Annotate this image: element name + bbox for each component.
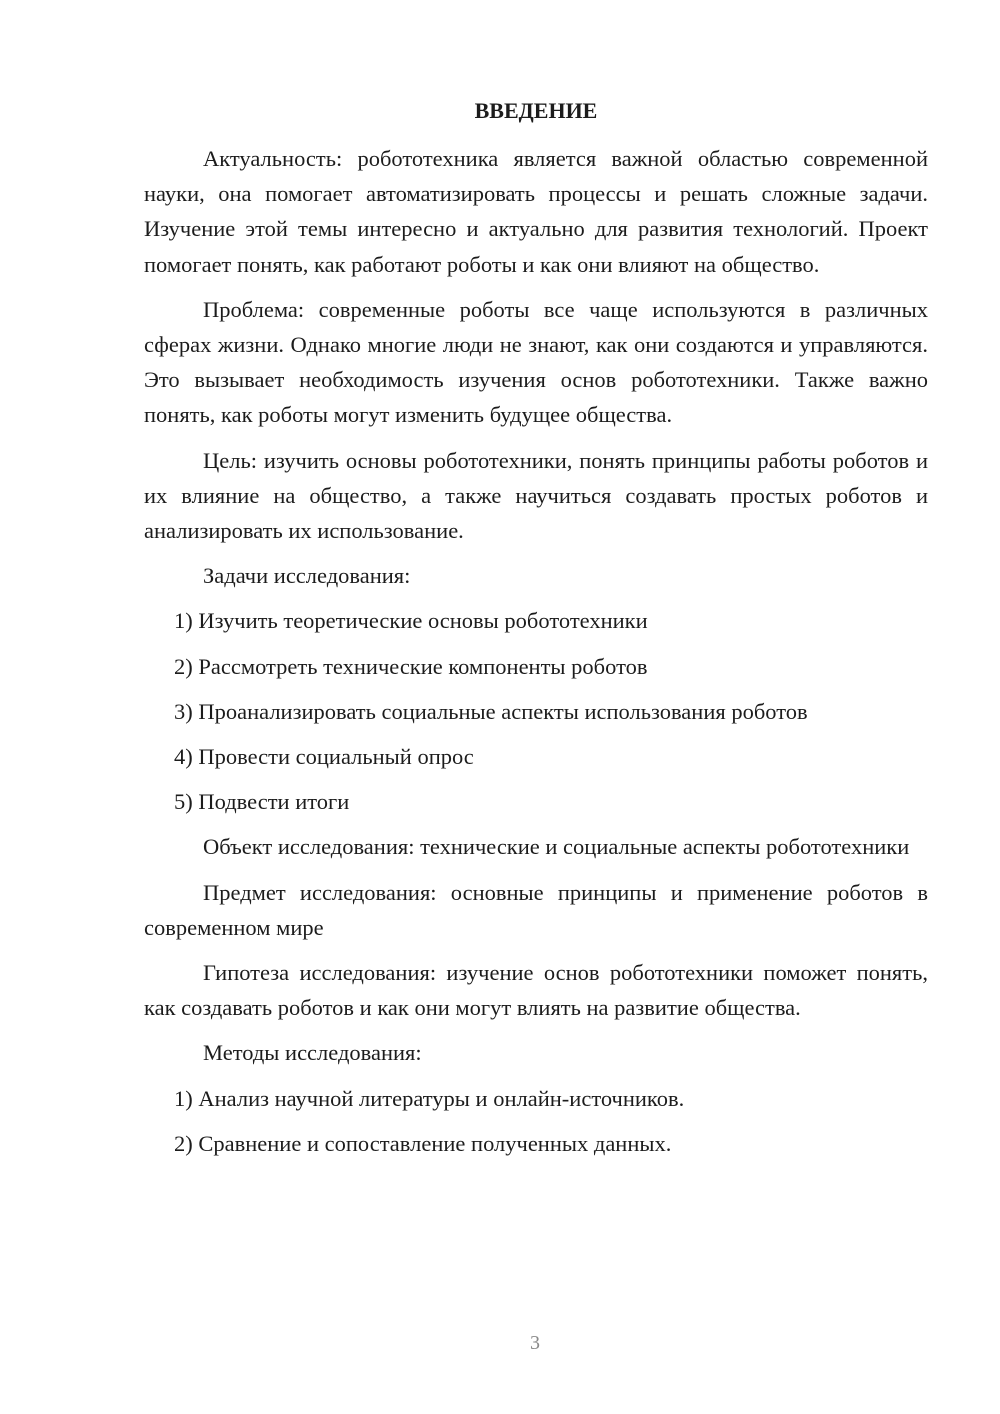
method-item: 2) Сравнение и сопоставление полученных данных. xyxy=(174,1130,672,1156)
method-item: 1) Анализ научной литературы и онлайн-источников. xyxy=(174,1085,685,1111)
task-item: 2) Рассмотреть технические компоненты роботов xyxy=(174,653,648,679)
section-title: ВВЕДЕНИЕ xyxy=(474,98,598,123)
relevance-paragraph: Актуальность: робототехника является важной областью современной науки, она помогает автоматизировать процессы и решать сложные задачи. Изучение этой темы интересно и актуально для развития технологий. Проект помогает понять, как работают роботы и как они влияют на общество. xyxy=(144,146,928,277)
problem-paragraph: Проблема: современные роботы все чаще используются в различных сферах жизни. Однако многие люди не знают, как они создаются и управляются. Это вызывает необходимость изучения основ робототехники. Также важно понять, как роботы могут изменить будущее общества. xyxy=(144,296,928,428)
document-page xyxy=(144,96,928,1171)
page-number: 3 xyxy=(530,1332,540,1354)
task-item: 1) Изучить теоретические основы робототехники xyxy=(174,608,648,634)
methods-heading: Методы исследования: xyxy=(203,1040,422,1066)
tasks-heading: Задачи исследования: xyxy=(203,563,411,589)
hypothesis-paragraph: Гипотеза исследования: изучение основ робототехники поможет понять, как создавать роботов и как они могут влиять на развитие общества. xyxy=(144,960,928,1021)
goal-paragraph: Цель: изучить основы робототехники, понять принципы работы роботов и их влияние на общество, а также научиться создавать простых роботов и анализировать их использование. xyxy=(144,447,928,544)
task-item: 3) Проанализировать социальные аспекты использования роботов xyxy=(174,698,808,724)
task-item: 4) Провести социальный опрос xyxy=(174,744,474,770)
task-item: 5) Подвести итоги xyxy=(174,789,350,815)
object-paragraph: Объект исследования: технические и социальные аспекты робототехники xyxy=(203,834,910,860)
subject-paragraph: Предмет исследования: основные принципы и применение роботов в современном мире xyxy=(144,879,928,940)
